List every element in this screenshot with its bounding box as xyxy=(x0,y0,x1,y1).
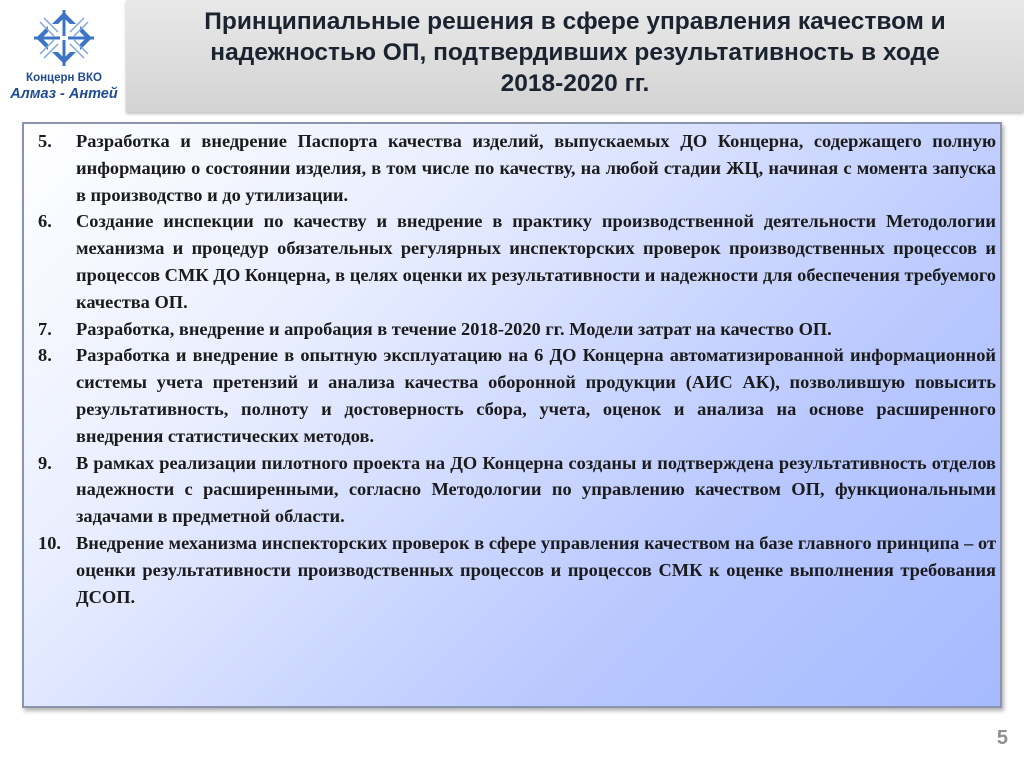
list-item-text: Разработка и внедрение Паспорта качества изделий, выпускаемых ДО Концерна, содержащего полную информацию о состоянии изделия, в том числе по качеству, на любой стадии ЖЦ, начиная с момента запуска в производство и до утилизации. xyxy=(76,131,996,205)
list-item-text: Создание инспекции по качеству и внедрение в практику производственной деятельности Методологии механизма и процедур обязательных регулярных инспекторских проверок производственных процессов и процессов СМК ДО Концерна, в целях оценки их результативности и надежности для обеспечения требуемого качества ОП. xyxy=(76,211,996,312)
content-box xyxy=(22,122,1002,708)
list-item-text: В рамках реализации пилотного проекта на ДО Концерна созданы и подтверждена результативность отделов надежности с расширенными, согласно Методологии по управлению качеством ОП, функциональными задачами в предметной области. xyxy=(76,452,996,527)
logo-brand-line: Алмаз - Антей xyxy=(10,86,118,102)
list-item xyxy=(38,450,996,530)
list-item-number: 6. xyxy=(38,211,52,232)
page-number: 5 xyxy=(996,727,1008,749)
almaz-antey-emblem-icon xyxy=(30,6,98,70)
slide-header xyxy=(0,0,1024,112)
list-item xyxy=(38,316,996,343)
slide-title: Принципиальные решения в сфере управления качеством и надежностью ОП, подтвердивших результативность в ходе 2018-2020 гг. xyxy=(204,8,946,97)
company-logo xyxy=(6,4,122,108)
list-item xyxy=(38,208,996,315)
list-item-text: Разработка и внедрение в опытную эксплуатацию на 6 ДО Концерна автоматизированной информационной системы учета претензий и анализа качества оборонной продукции (АИС АК), позволившую повысить результативность, полноту и достоверность сбора, учета, оценок и анализа на основе расширенного внедрения статистических методов. xyxy=(76,345,996,446)
list-item-number: 10. xyxy=(38,532,61,553)
decisions-list xyxy=(38,128,996,610)
list-item-number: 8. xyxy=(38,345,52,366)
list-item-text: Внедрение механизма инспекторских проверок в сфере управления качеством на базе главного принципа – от оценки результативности производственных процессов и процессов СМК к оценке выполнения требования ДСОП. xyxy=(76,532,996,607)
list-item-text: Разработка, внедрение и апробация в течение 2018-2020 гг. Модели затрат на качество ОП. xyxy=(76,318,832,339)
list-item xyxy=(38,342,996,449)
list-item xyxy=(38,128,996,208)
logo-company-line: Концерн ВКО xyxy=(26,72,102,84)
list-item-number: 9. xyxy=(38,452,52,473)
list-item-number: 5. xyxy=(38,131,52,151)
list-item-number: 7. xyxy=(38,318,52,339)
list-item xyxy=(38,530,996,610)
